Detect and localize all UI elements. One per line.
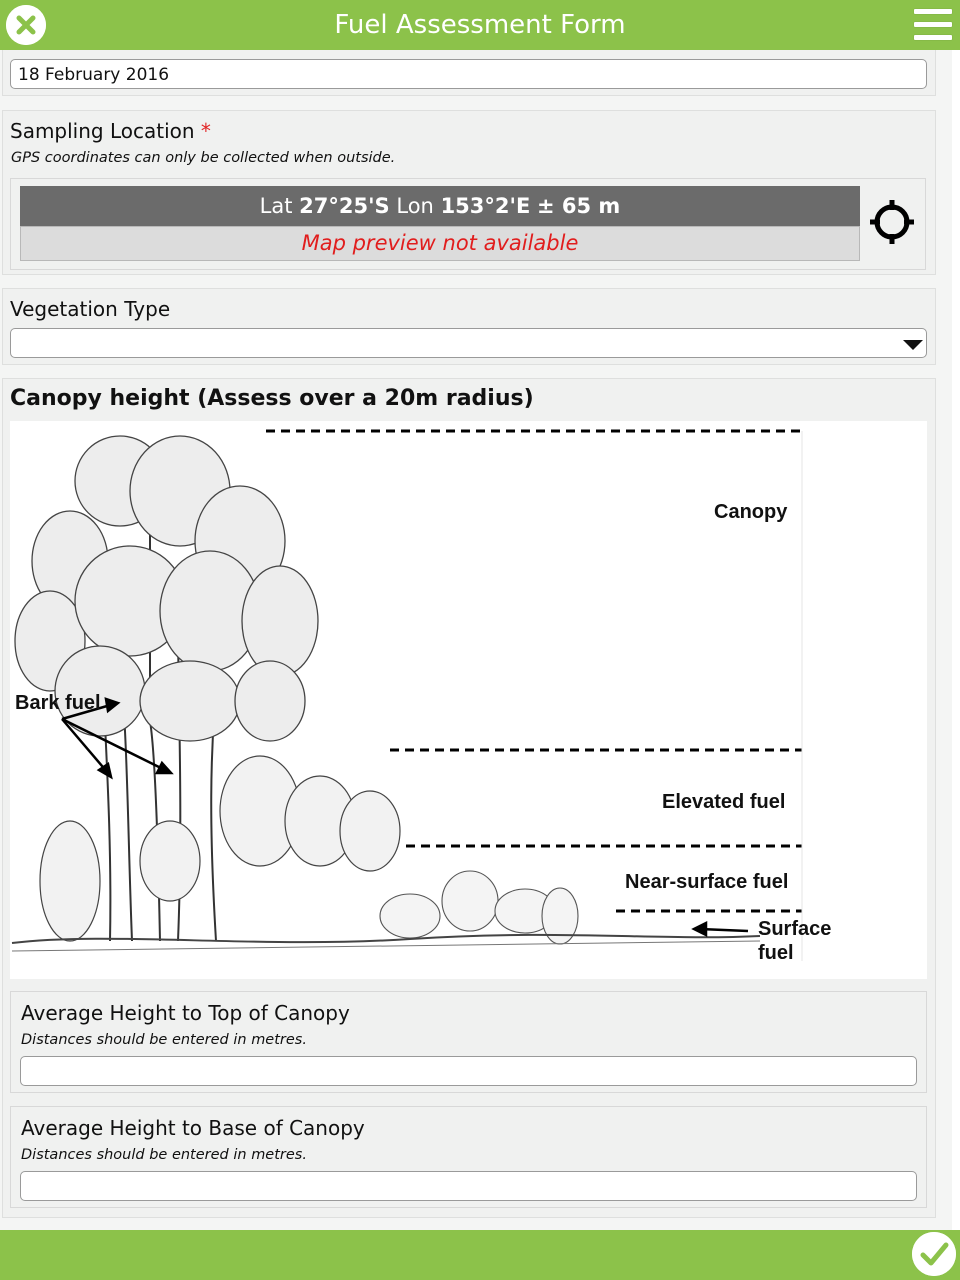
sampling-location-label: [10, 119, 211, 143]
menu-button[interactable]: [914, 9, 952, 41]
lon-value: 153°2'E: [440, 194, 531, 218]
submit-button[interactable]: [912, 1232, 956, 1276]
hamburger-menu-icon: [914, 9, 952, 14]
vegetation-type-label: Vegetation Type: [10, 297, 171, 321]
crosshair-icon: [868, 198, 916, 246]
hamburger-line: [914, 35, 952, 40]
top-of-canopy-input[interactable]: [20, 1056, 917, 1086]
vegetation-type-select[interactable]: [10, 328, 927, 358]
sampling-location-label-text: Sampling Location: [10, 119, 195, 143]
top-of-canopy-label: Average Height to Top of Canopy: [21, 1001, 350, 1025]
base-of-canopy-input[interactable]: [20, 1171, 917, 1201]
bottom-bar: [0, 1230, 960, 1280]
triangle-down-icon[interactable]: [903, 340, 923, 350]
gps-hint: GPS coordinates can only be collected when outside.: [11, 150, 396, 166]
page-title: Fuel Assessment Form: [334, 10, 626, 40]
scroll-area-edge: [952, 50, 960, 1230]
lat-label: Lat: [259, 194, 293, 218]
locate-button[interactable]: [868, 198, 916, 246]
bark-fuel-label: Bark fuel: [15, 692, 101, 714]
fuel-layers-diagram: [10, 421, 927, 979]
near-surface-fuel-label: Near-surface fuel: [625, 871, 789, 893]
date-value: 18 February 2016: [18, 65, 170, 85]
base-of-canopy-hint: Distances should be entered in metres.: [21, 1147, 307, 1163]
date-field[interactable]: [10, 59, 927, 89]
canopy-label: Canopy: [714, 501, 788, 523]
lat-value: 27°25'S: [299, 194, 390, 218]
required-marker: *: [200, 119, 211, 143]
elevated-fuel-label: Elevated fuel: [662, 791, 786, 813]
surface-fuel-label: Surface fuel: [758, 918, 832, 964]
lon-label: Lon: [396, 194, 434, 218]
accuracy-value: ± 65 m: [536, 194, 621, 218]
map-preview: Map preview not available: [20, 226, 860, 261]
fuel-layers-illustration: [10, 421, 927, 979]
hamburger-line: [914, 22, 952, 27]
canopy-section-title: Canopy height (Assess over a 20m radius): [10, 386, 534, 411]
gps-coordinates: [20, 186, 860, 226]
base-of-canopy-label: Average Height to Base of Canopy: [21, 1116, 365, 1140]
checkmark-icon: [912, 1232, 956, 1276]
top-of-canopy-hint: Distances should be entered in metres.: [21, 1032, 307, 1048]
